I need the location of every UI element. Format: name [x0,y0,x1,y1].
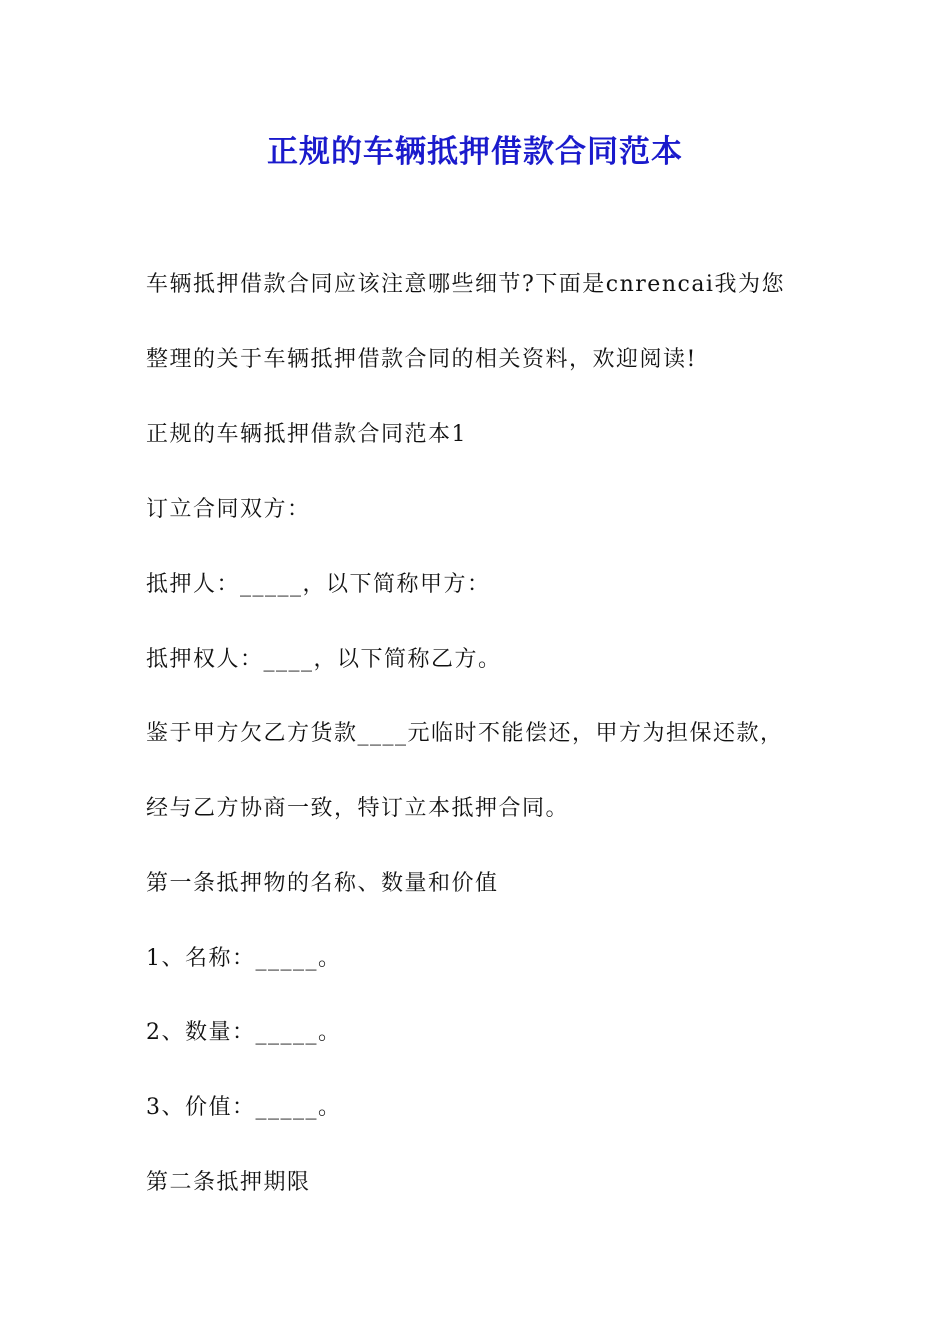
section-heading-sample-1: 正规的车辆抵押借款合同范本1 [146,422,467,447]
paragraph-intro-line-1: 车辆抵押借款合同应该注意哪些细节?下面是cnrencai我为您 [146,272,785,297]
paragraph-intro-line-2: 整理的关于车辆抵押借款合同的相关资料，欢迎阅读! [146,347,697,372]
document-title: 正规的车辆抵押借款合同范本 [267,134,683,170]
paragraph-parties: 订立合同双方： [146,497,311,522]
article-1-item-name: 1、名称：_____。 [146,946,342,971]
article-1-heading: 第一条抵押物的名称、数量和价值 [146,871,499,896]
paragraph-mortgagee: 抵押权人：____，以下简称乙方。 [146,647,502,672]
paragraph-recital-line-1: 鉴于甲方欠乙方货款____元临时不能偿还，甲方为担保还款， [146,721,784,746]
paragraph-mortgagor: 抵押人：_____，以下简称甲方： [146,572,491,597]
article-2-heading: 第二条抵押期限 [146,1170,311,1195]
paragraph-recital-line-2: 经与乙方协商一致，特订立本抵押合同。 [146,796,570,821]
article-1-item-quantity: 2、数量：_____。 [146,1020,342,1045]
article-1-item-value: 3、价值：_____。 [146,1095,342,1120]
